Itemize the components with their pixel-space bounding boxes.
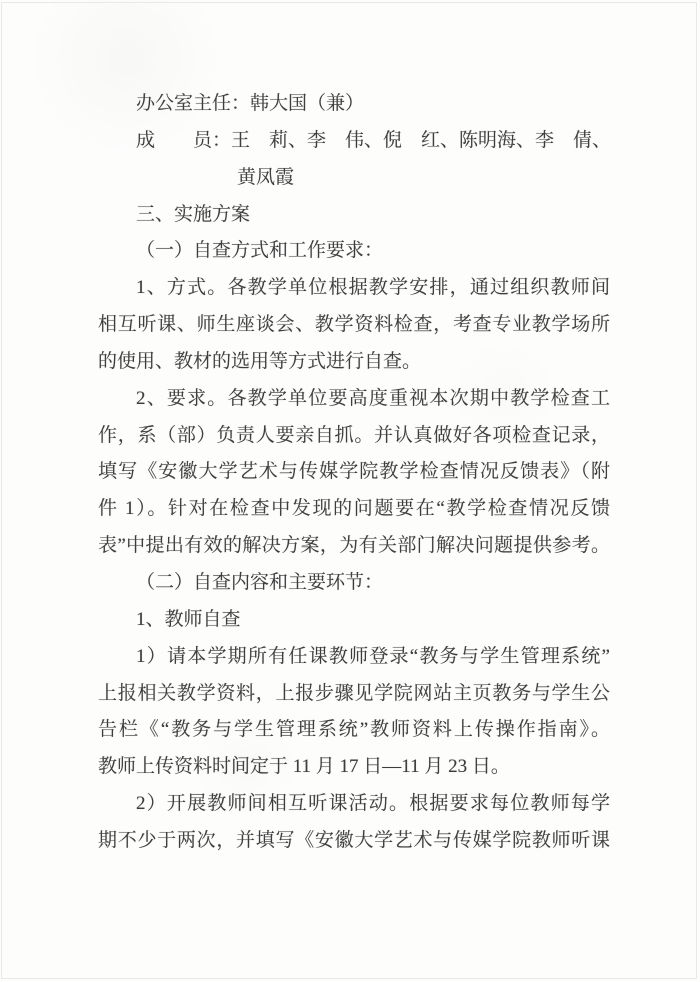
text-line: 成 员：王 莉、李 伟、倪 红、陈明海、李 倩、 — [136, 129, 612, 151]
text-line: 作，系（部）负责人要亲自抓。并认真做好各项检查记录， — [98, 424, 610, 446]
text-line: 1）请本学期所有任课教师登录“教务与学生管理系统” — [136, 645, 610, 667]
text-line: 填写《安徽大学艺术与传媒学院教学检查情况反馈表》（附 — [98, 461, 610, 483]
text-line: 的使用、教材的选用等方式进行自查。 — [98, 350, 422, 372]
text-line: （一）自查方式和工作要求： — [136, 240, 384, 262]
document-body — [98, 86, 610, 860]
text-line: 2、要求。各教学单位要高度重视本次期中教学检查工 — [136, 387, 610, 409]
text-line: 2）开展教师间相互听课活动。根据要求每位教师每学 — [136, 793, 610, 815]
text-line: 件 1）。针对在检查中发现的问题要在“教学检查情况反馈 — [98, 498, 610, 520]
text-line: 办公室主任：韩大国（兼） — [136, 93, 365, 114]
text-line: （二）自查内容和主要环节： — [136, 571, 384, 593]
text-line: 相互听课、师生座谈会、教学资料检查，考查专业教学场所 — [98, 314, 610, 336]
text-line: 1、教师自查 — [136, 608, 241, 630]
text-line: 1、方式。各教学单位根据教学安排，通过组织教师间 — [136, 277, 610, 299]
text-line: 黄凤霞 — [237, 166, 295, 188]
text-line: 期不少于两次，并填写《安徽大学艺术与传媒学院教师听课 — [98, 829, 610, 851]
text-line: 教师上传资料时间定于 11 月 17 日—11 月 23 日。 — [98, 756, 510, 778]
text-line: 告栏《“教务与学生管理系统”教师资料上传操作指南》。 — [98, 719, 610, 741]
text-line: 三、实施方案 — [136, 203, 251, 225]
text-line: 上报相关教学资料，上报步骤见学院网站主页教务与学生公 — [98, 682, 610, 704]
text-line: 表”中提出有效的解决方案，为有关部门解决问题提供参考。 — [98, 535, 610, 557]
